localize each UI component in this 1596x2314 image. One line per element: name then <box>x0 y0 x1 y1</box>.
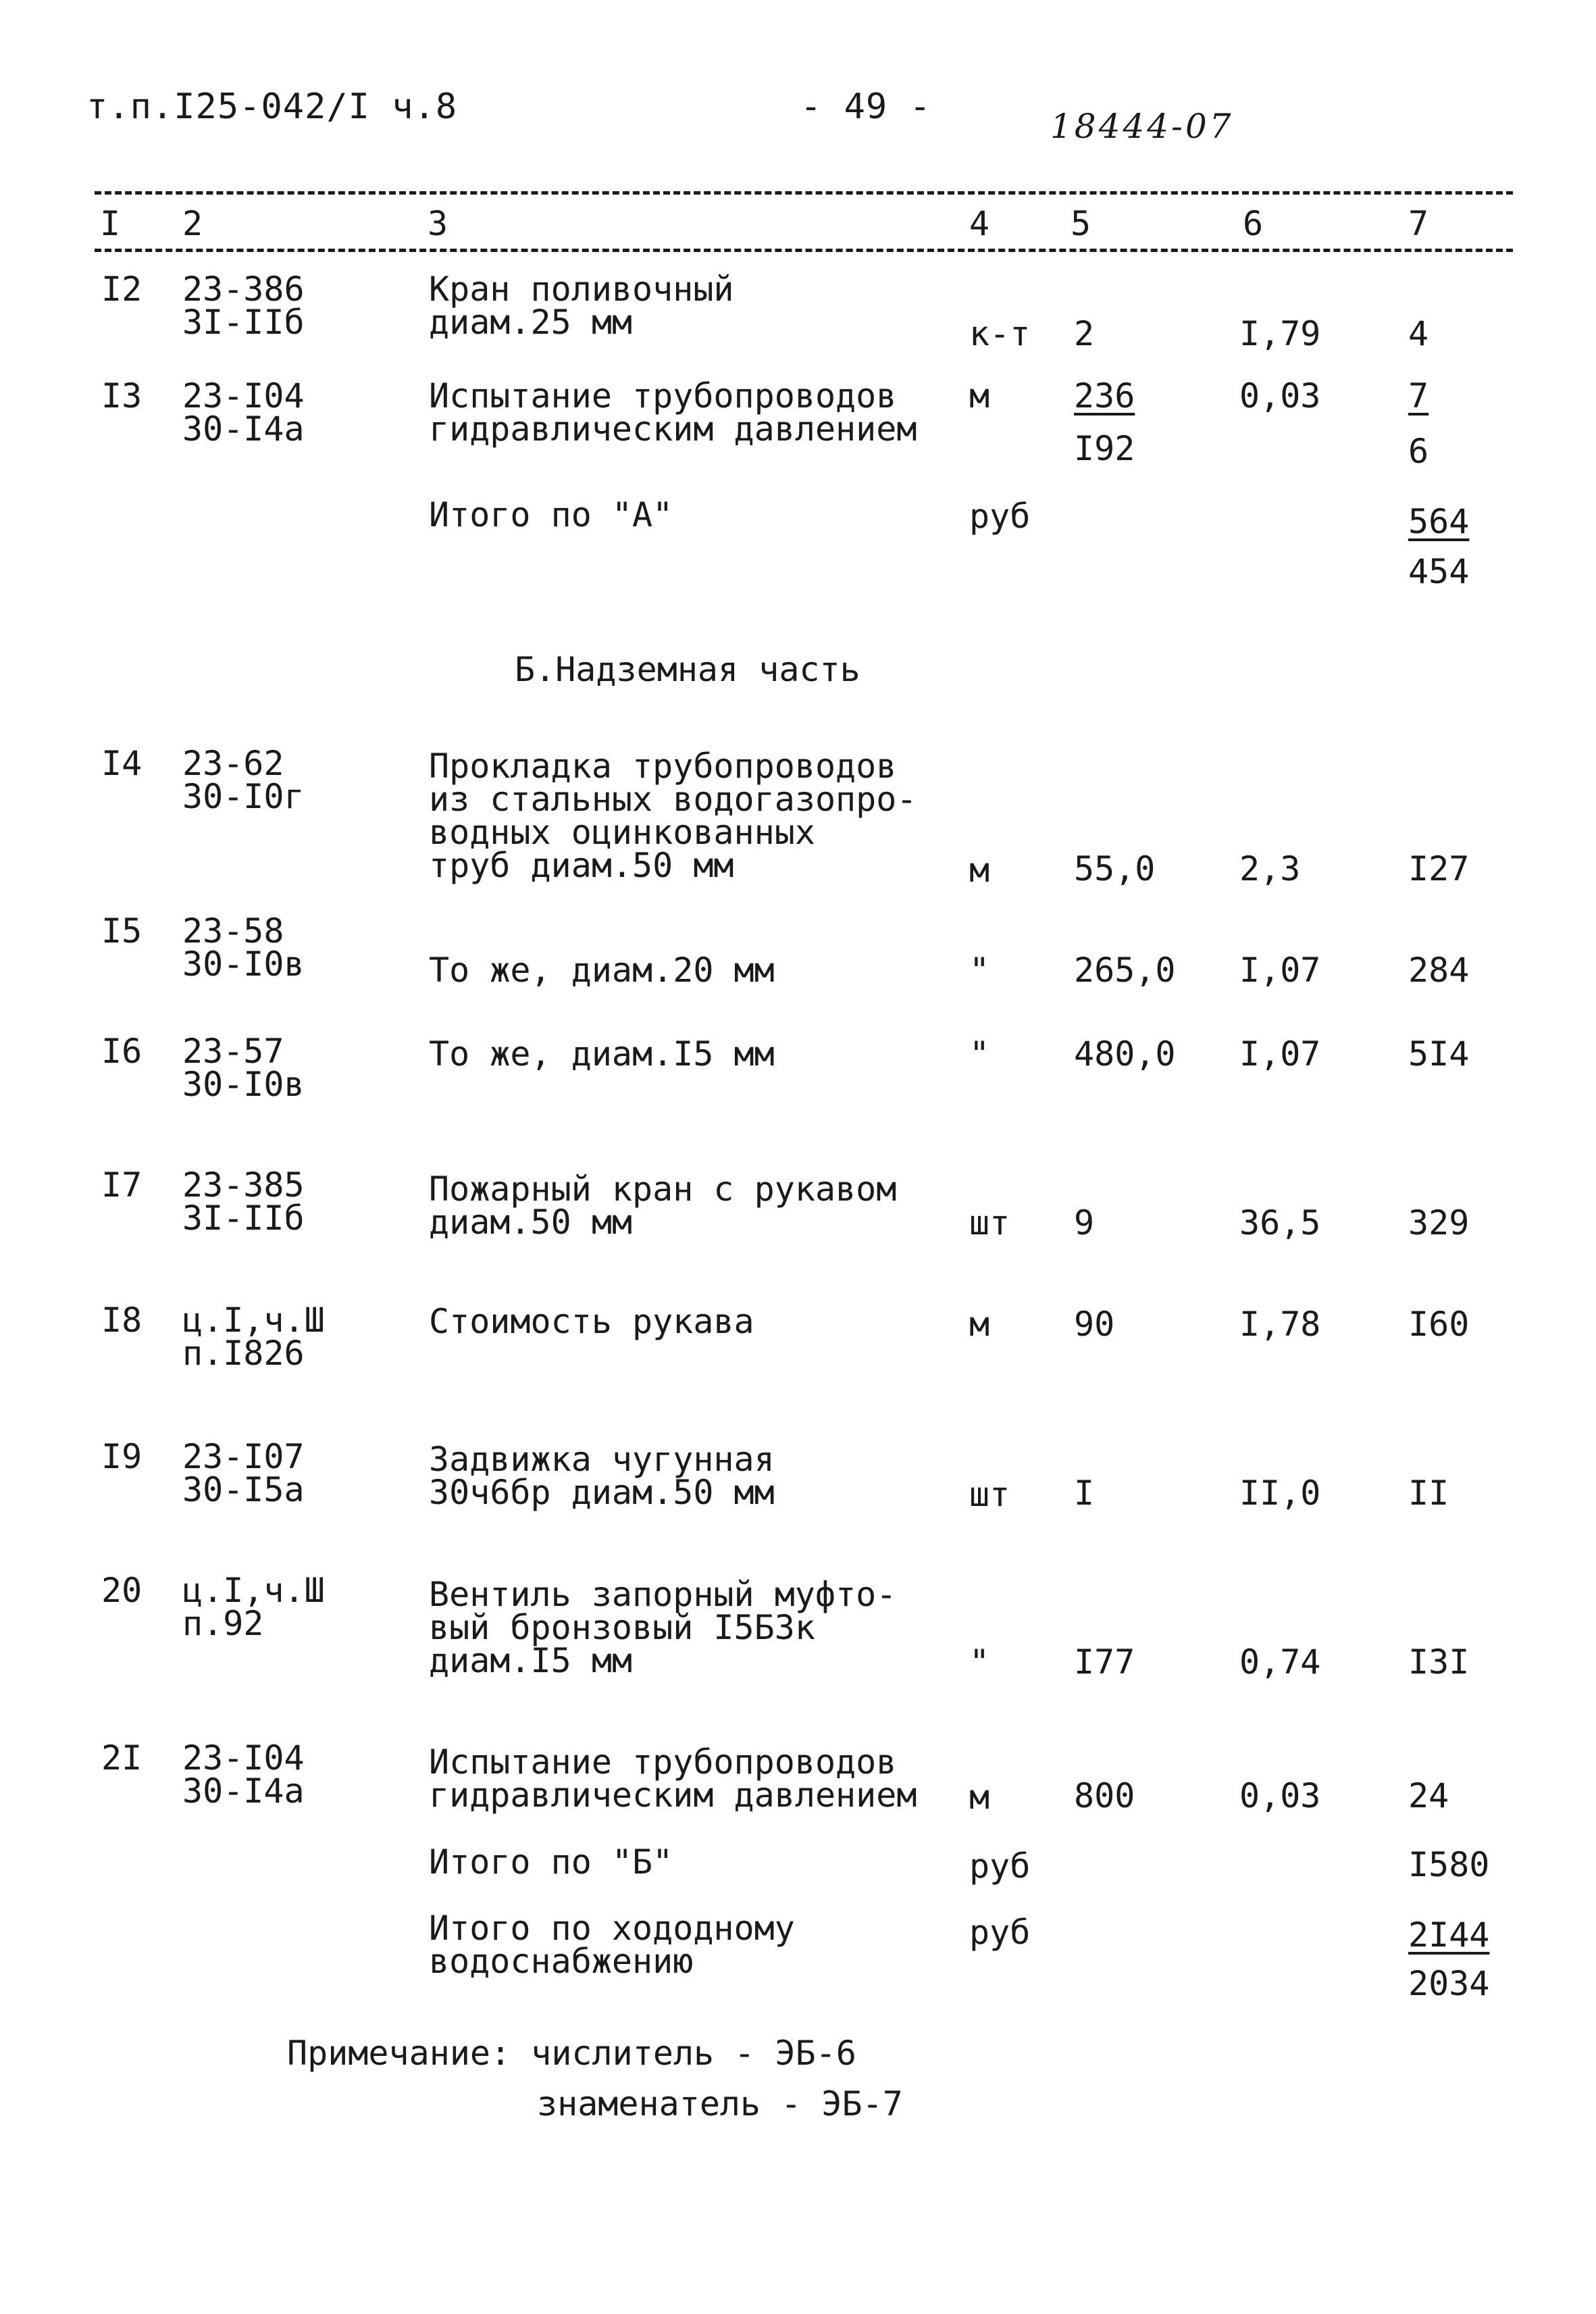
row-total-numerator: 7 <box>1408 376 1429 416</box>
row-number: I9 <box>101 1437 143 1476</box>
row-code: 30-I5а <box>182 1470 305 1509</box>
row-code: п.92 <box>182 1604 264 1643</box>
row-description: вый бронзовый I5Б3к <box>429 1608 815 1647</box>
row-description: Испытание трубопроводов <box>429 376 897 416</box>
row-code: 30-I0г <box>182 777 305 816</box>
row-number: 2I <box>101 1738 143 1778</box>
row-unit: м <box>969 376 990 416</box>
row-code: 23-57 <box>182 1032 284 1071</box>
row-total: I60 <box>1408 1305 1470 1344</box>
row-description: водных оцинкованных <box>429 813 815 852</box>
subtotal-value-denominator: 454 <box>1408 552 1470 591</box>
note-line-numerator: Примечание: числитель - ЭБ-6 <box>287 2034 856 2073</box>
row-number: I6 <box>101 1032 143 1071</box>
row-price: 36,5 <box>1239 1203 1321 1242</box>
document-code: т.п.I25-042/I ч.8 <box>86 86 458 127</box>
row-quantity: 265,0 <box>1074 951 1176 990</box>
row-price: 2,3 <box>1239 849 1301 888</box>
row-description: из стальных водогазопро- <box>429 780 917 819</box>
row-code: 23-58 <box>182 911 284 951</box>
column-header-7: 7 <box>1408 204 1429 243</box>
row-price: I,07 <box>1239 1034 1321 1074</box>
row-total: I27 <box>1408 849 1470 888</box>
handwritten-note: 18444-07 <box>1050 107 1234 146</box>
row-quantity: 2 <box>1074 314 1095 353</box>
subtotal-value-numerator: 564 <box>1408 502 1470 541</box>
row-total: I3I <box>1408 1642 1470 1682</box>
row-unit: к-т <box>969 314 1031 353</box>
row-number: I7 <box>101 1165 143 1205</box>
row-number: I2 <box>101 270 143 309</box>
total-value-denominator: 2034 <box>1408 1964 1490 2003</box>
row-code: 3I-IIб <box>182 303 305 342</box>
row-description: труб диам.50 мм <box>429 846 734 885</box>
row-code: 23-I04 <box>182 1738 305 1778</box>
row-code: ц.I,ч.Ш <box>182 1301 325 1340</box>
row-unit: м <box>969 851 990 890</box>
row-number: I3 <box>101 376 143 416</box>
total-label: Итого по хододному <box>429 1909 795 1948</box>
row-description: диам.I5 мм <box>429 1641 633 1680</box>
table-top-rule <box>95 191 1513 195</box>
row-price: II,0 <box>1239 1474 1321 1513</box>
row-description: То же, диам.20 мм <box>429 951 775 990</box>
row-code: п.I826 <box>182 1334 305 1373</box>
row-price: 0,03 <box>1239 376 1321 416</box>
row-code: 23-385 <box>182 1165 305 1205</box>
row-description: гидравлическим давлением <box>429 409 917 449</box>
row-unit: м <box>969 1778 990 1817</box>
row-quantity: I <box>1074 1474 1095 1513</box>
row-unit: шт <box>969 1203 1010 1242</box>
row-total: 329 <box>1408 1203 1470 1242</box>
row-price: 0,03 <box>1239 1776 1321 1815</box>
row-description: диам.25 мм <box>429 303 633 342</box>
row-quantity: 9 <box>1074 1203 1095 1242</box>
row-number: I8 <box>101 1301 143 1340</box>
section-title: Б.Надземная часть <box>515 650 860 689</box>
row-code: 23-I04 <box>182 376 305 416</box>
row-code: 23-62 <box>182 744 284 783</box>
row-total: II <box>1408 1474 1449 1513</box>
row-price: 0,74 <box>1239 1642 1321 1682</box>
row-code: ц.I,ч.Ш <box>182 1571 325 1610</box>
row-quantity: 800 <box>1074 1776 1135 1815</box>
row-total-denominator: 6 <box>1408 432 1429 471</box>
row-price: I,79 <box>1239 314 1321 353</box>
column-header-6: 6 <box>1243 204 1264 243</box>
row-description: гидравлическим давлением <box>429 1776 917 1815</box>
subtotal-value: I580 <box>1408 1845 1490 1884</box>
row-number: 20 <box>101 1571 143 1610</box>
row-unit: " <box>969 1034 990 1074</box>
table-header-rule <box>95 249 1513 252</box>
row-total: 4 <box>1408 314 1429 353</box>
row-code: 3I-IIб <box>182 1199 305 1238</box>
row-code: 30-I0в <box>182 945 305 984</box>
row-number: I5 <box>101 911 143 951</box>
row-description: Стоимость рукава <box>429 1302 754 1341</box>
row-description: Пожарный кран с рукавом <box>429 1169 897 1209</box>
row-code: 30-I0в <box>182 1065 305 1104</box>
row-description: Задвижка чугунная <box>429 1440 775 1479</box>
column-header-3: 3 <box>428 204 448 243</box>
column-header-4: 4 <box>969 204 990 243</box>
row-quantity: I77 <box>1074 1642 1135 1682</box>
row-description: Вентиль запорный муфто- <box>429 1575 897 1614</box>
subtotal-label: Итого по "Б" <box>429 1842 673 1882</box>
row-unit: " <box>969 1642 990 1682</box>
row-description: Прокладка трубопроводов <box>429 747 897 786</box>
row-quantity-denominator: I92 <box>1074 429 1135 468</box>
total-label: водоснабжению <box>429 1942 694 1981</box>
row-price: I,07 <box>1239 951 1321 990</box>
column-header-1: I <box>100 204 121 243</box>
row-total: 24 <box>1408 1776 1449 1815</box>
row-total: 5I4 <box>1408 1034 1470 1074</box>
row-unit: м <box>969 1305 990 1344</box>
row-quantity: 480,0 <box>1074 1034 1176 1074</box>
row-code: 23-I07 <box>182 1437 305 1476</box>
row-number: I4 <box>101 744 143 783</box>
row-unit: шт <box>969 1475 1010 1514</box>
column-header-2: 2 <box>182 204 203 243</box>
row-description: диам.50 мм <box>429 1203 633 1242</box>
row-quantity: 90 <box>1074 1305 1115 1344</box>
page-number: - 49 - <box>800 86 931 127</box>
row-quantity-numerator: 236 <box>1074 376 1135 416</box>
note-line-denominator: знаменатель - ЭБ-7 <box>537 2084 903 2123</box>
subtotal-label: Итого по "А" <box>429 495 673 534</box>
row-code: 30-I4а <box>182 1771 305 1811</box>
row-description: То же, диам.I5 мм <box>429 1034 775 1074</box>
row-total: 284 <box>1408 951 1470 990</box>
row-unit: " <box>969 951 990 990</box>
row-description: Испытание трубопроводов <box>429 1742 897 1782</box>
total-value-numerator: 2I44 <box>1408 1915 1490 1955</box>
row-code: 30-I4а <box>182 409 305 449</box>
row-description: Кран поливочный <box>429 270 734 309</box>
subtotal-unit: руб <box>969 1846 1031 1886</box>
subtotal-unit: руб <box>969 497 1031 536</box>
row-code: 23-386 <box>182 270 305 309</box>
row-description: 30ч6бр диам.50 мм <box>429 1473 775 1512</box>
column-header-5: 5 <box>1071 204 1091 243</box>
row-price: I,78 <box>1239 1305 1321 1344</box>
row-quantity: 55,0 <box>1074 849 1156 888</box>
total-unit: руб <box>969 1913 1031 1952</box>
